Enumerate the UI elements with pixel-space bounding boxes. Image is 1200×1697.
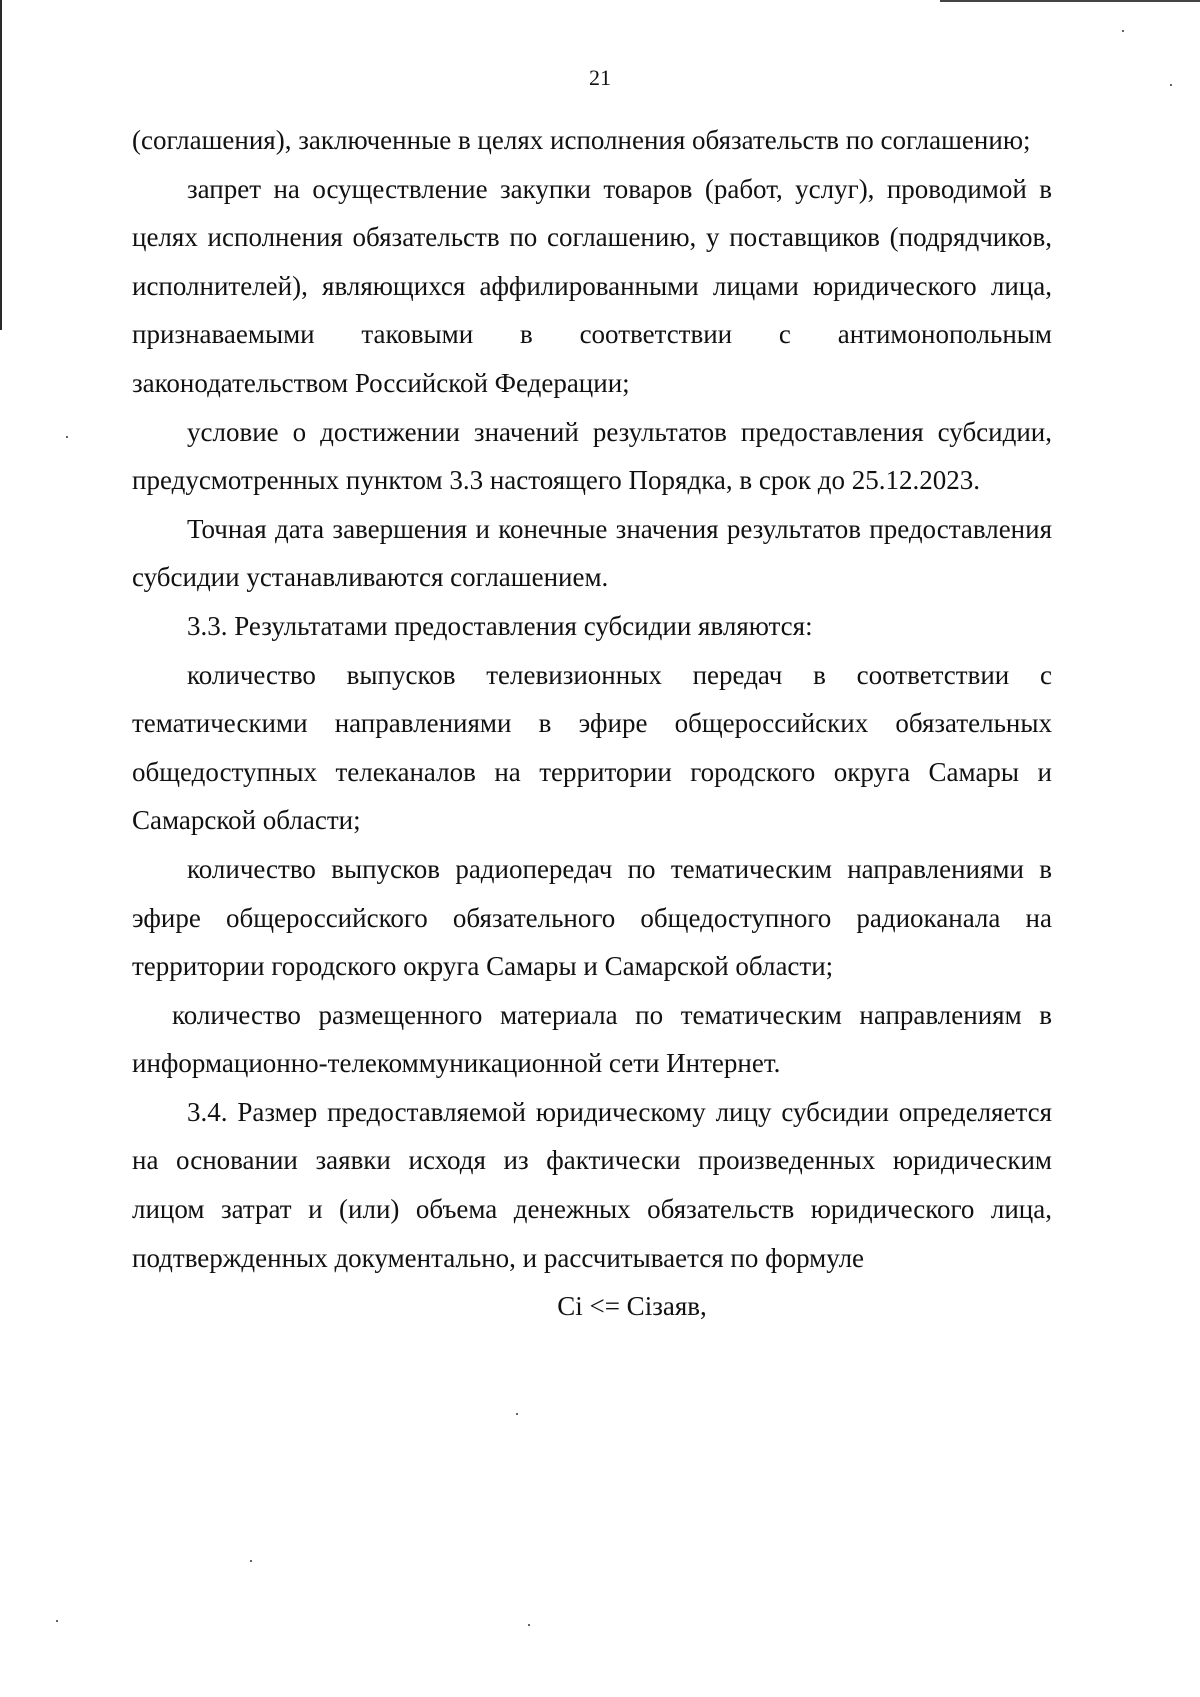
paragraph-9: 3.4. Размер предоставляемой юридическому лицу субсидии определяется на основании заявки исходя из фактически произведенных юридическим лицом затрат и (или) объема денежных обязательств юридического лица, подтвержденных документально, и рассчитывается по формуле bbox=[132, 1096, 1052, 1273]
paragraph-8: количество размещенного материала по тематическим направлениям в информационно-телекоммуникационной сети Интернет. bbox=[132, 999, 1052, 1079]
paragraph-5: 3.3. Результатами предоставления субсидии являются: bbox=[187, 610, 813, 641]
scan-top-edge bbox=[940, 0, 1200, 2]
scan-speck bbox=[516, 1413, 518, 1415]
paragraph-2: запрет на осуществление закупки товаров (работ, услуг), проводимой в целях исполнения обязательств по соглашению, у поставщиков (подрядчиков, исполнителей), являющихся аффилированными лицами юридического лица, признаваемыми таковыми в соответствии с антимонопольным законодательством Российской Федерации; bbox=[132, 173, 1052, 398]
formula: Ci <= Ciзаяв, bbox=[557, 1291, 707, 1322]
scan-speck bbox=[1122, 30, 1124, 32]
scan-speck bbox=[56, 1620, 58, 1622]
paragraph-6: количество выпусков телевизионных передач в соответствии с тематическими направлениями в эфире общероссийских обязательных общедоступных телеканалов на территории городского округа Самары и Самарской области; bbox=[132, 659, 1052, 836]
scan-left-edge bbox=[0, 0, 2, 330]
body-text bbox=[132, 116, 1052, 1331]
paragraph-4: Точная дата завершения и конечные значения результатов предоставления субсидии устанавливаются соглашением. bbox=[132, 513, 1052, 593]
paragraph-3: условие о достижении значений результатов предоставления субсидии, предусмотренных пунктом 3.3 настоящего Порядка, в срок до 25.12.2023. bbox=[132, 416, 1052, 496]
paragraph-7: количество выпусков радиопередач по тематическим направлениями в эфире общероссийского обязательного общедоступного радиоканала на территории городского округа Самары и Самарской области; bbox=[132, 853, 1052, 982]
scan-speck bbox=[250, 1560, 252, 1562]
page-number: 21 bbox=[589, 65, 611, 90]
scan-speck bbox=[1170, 84, 1172, 86]
scan-speck bbox=[66, 436, 68, 438]
paragraph-1: (соглашения), заключенные в целях исполнения обязательств по соглашению; bbox=[132, 125, 1031, 155]
scan-speck bbox=[528, 1624, 530, 1626]
